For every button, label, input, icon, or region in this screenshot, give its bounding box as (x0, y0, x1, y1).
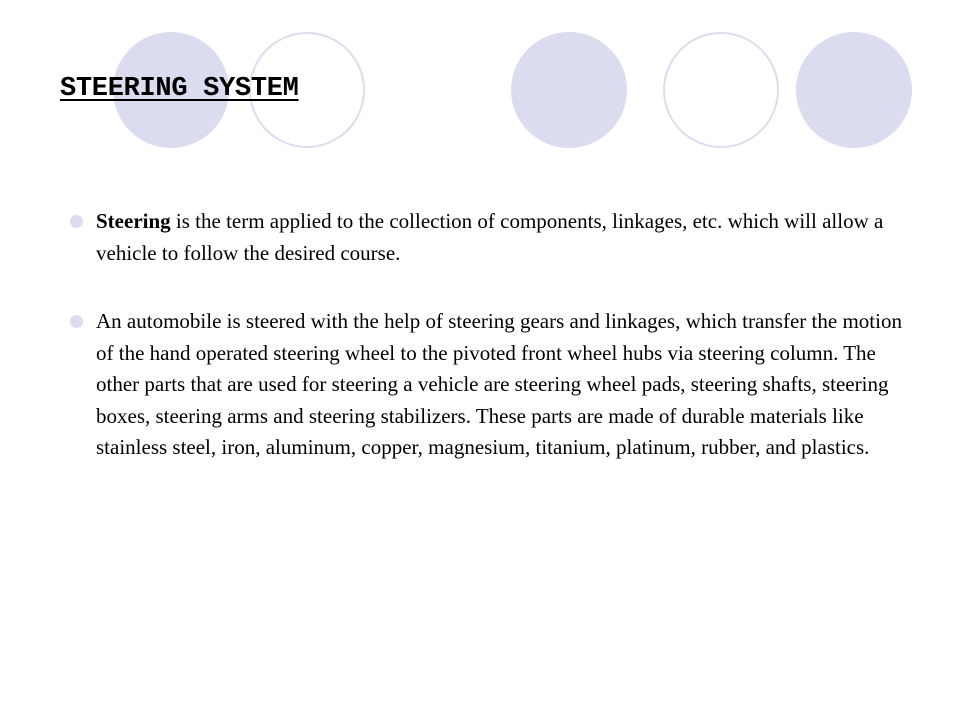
bullet-text: is the term applied to the collection of components, linkages, etc. which will allow a vehicle to follow the desired course. (96, 209, 884, 265)
bullet-text: An automobile is steered with the help of steering gears and linkages, which transfer the motion of the hand operated steering wheel to the pivoted front wheel hubs via steering column. The other parts that are used for steering a vehicle are steering wheel pads, steering shafts, steering boxes, steering arms and steering stabilizers. These parts are made of durable materials like stainless steel, iron, aluminum, copper, magnesium, titanium, platinum, rubber, and plastics. (96, 309, 902, 459)
circle-bullet-icon (70, 215, 83, 228)
bullet-list (70, 206, 910, 464)
circle-bullet-icon (70, 315, 83, 328)
slide-title: STEERING SYSTEM (60, 74, 299, 104)
decorative-circle-outline (663, 32, 779, 148)
decorative-circle-filled (796, 32, 912, 148)
decorative-circle-filled (511, 32, 627, 148)
bullet-item (70, 306, 910, 464)
bullet-item (70, 206, 910, 269)
bullet-bold-term: Steering (96, 209, 171, 233)
